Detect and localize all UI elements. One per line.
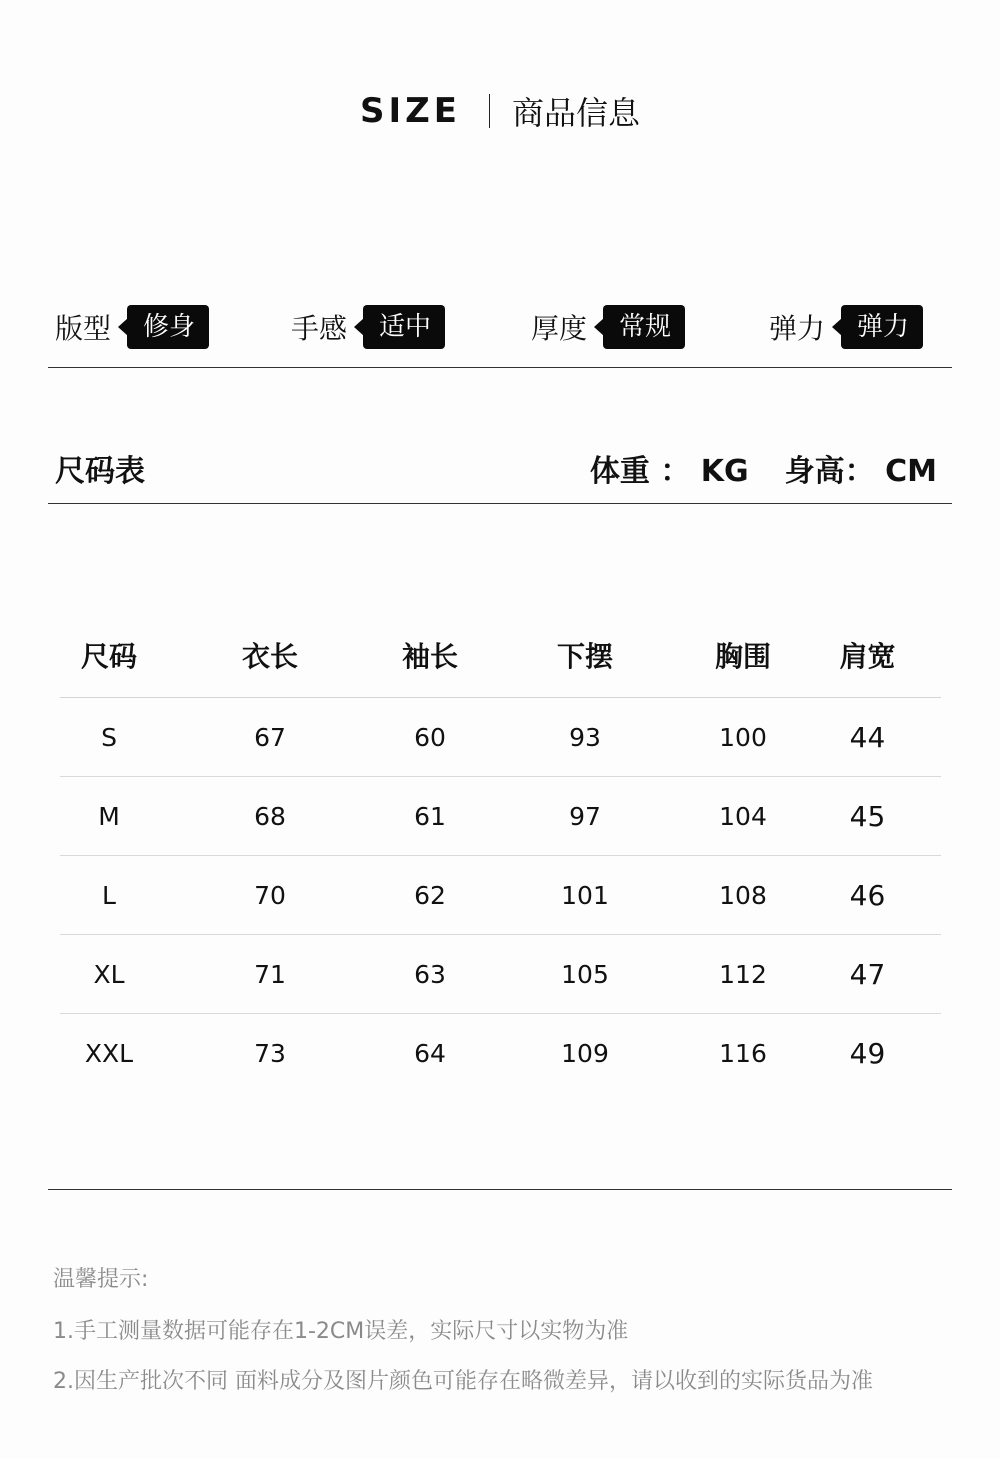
page-header [0, 88, 1000, 134]
table-cell: 61 [382, 777, 478, 856]
note-line: 2.因生产批次不同 面料成分及图片颜色可能存在略微差异，请以收到的实际货品为准 [53, 1369, 873, 1394]
attribute-name: 版型 [55, 312, 112, 345]
product-attributes [0, 304, 1000, 350]
table-cell: 109 [561, 1038, 609, 1068]
divider [48, 503, 952, 504]
note-line: 1.手工测量数据可能存在1-2CM误差，实际尺寸以实物为准 [53, 1319, 629, 1344]
table-cell: 45 [794, 777, 941, 856]
attribute-name: 厚度 [531, 312, 588, 345]
attribute-value-tag: 适中 [363, 305, 445, 349]
column-header-length: 衣长 [158, 612, 382, 698]
table-cell: S [60, 698, 158, 777]
table-cell: 71 [158, 935, 382, 1014]
table-cell: 104 [692, 777, 794, 856]
attribute-value-tag: 修身 [127, 305, 209, 349]
column-header-chest: 胸围 [692, 612, 794, 698]
table-cell: 63 [382, 935, 478, 1014]
table-cell: 47 [794, 935, 941, 1014]
attribute-name: 弹力 [769, 312, 826, 345]
height-unit: 身高： CM [784, 454, 937, 489]
table-cell: 73 [254, 1038, 286, 1068]
table-cell: 93 [478, 698, 692, 777]
table-cell: 60 [382, 698, 478, 777]
column-header-hem: 下摆 [478, 612, 692, 698]
size-chart-header [55, 446, 937, 490]
table-cell: XL [60, 935, 158, 1014]
table-row [60, 698, 941, 777]
attribute-thickness [531, 304, 685, 350]
table-row [60, 777, 941, 856]
table-row [60, 1014, 941, 1093]
divider [48, 1189, 952, 1190]
size-chart-title: 尺码表 [55, 454, 145, 489]
table-cell: 68 [158, 777, 382, 856]
table-row [60, 935, 941, 1014]
table-cell: 44 [794, 698, 941, 777]
table-cell: 116 [719, 1038, 767, 1068]
table-cell: 101 [478, 856, 692, 935]
table-cell: 112 [692, 935, 794, 1014]
attribute-feel [291, 304, 445, 350]
attribute-fit [55, 304, 209, 350]
page-title-cn: 商品信息 [512, 94, 641, 132]
table-cell: 46 [794, 856, 941, 935]
column-header-shoulder: 肩宽 [794, 612, 941, 698]
divider [48, 367, 952, 368]
attribute-value-tag: 常规 [603, 305, 685, 349]
notes-heading: 温馨提示: [53, 1267, 149, 1292]
title-divider [489, 94, 490, 128]
table-header-row [60, 612, 941, 698]
column-header-sleeve: 袖长 [382, 612, 478, 698]
attribute-elasticity [769, 304, 923, 350]
weight-unit: 体重 ： KG [589, 454, 749, 489]
attribute-value-tag: 弹力 [841, 305, 923, 349]
table-cell: 97 [478, 777, 692, 856]
size-table [60, 612, 941, 1092]
table-cell: 62 [382, 856, 478, 935]
table-cell: M [60, 777, 158, 856]
table-row [60, 856, 941, 935]
table-cell: 64 [414, 1038, 446, 1068]
table-cell: XXL [84, 1038, 134, 1068]
table-cell: 70 [158, 856, 382, 935]
unit-legend [590, 446, 937, 490]
table-cell: 49 [849, 1036, 886, 1070]
attribute-name: 手感 [291, 312, 348, 345]
table-cell: 100 [692, 698, 794, 777]
table-cell: L [60, 856, 158, 935]
column-header-size: 尺码 [60, 612, 158, 698]
table-cell: 105 [478, 935, 692, 1014]
table-cell: 67 [158, 698, 382, 777]
table-cell: 108 [692, 856, 794, 935]
page-title-en: SIZE [359, 91, 461, 131]
